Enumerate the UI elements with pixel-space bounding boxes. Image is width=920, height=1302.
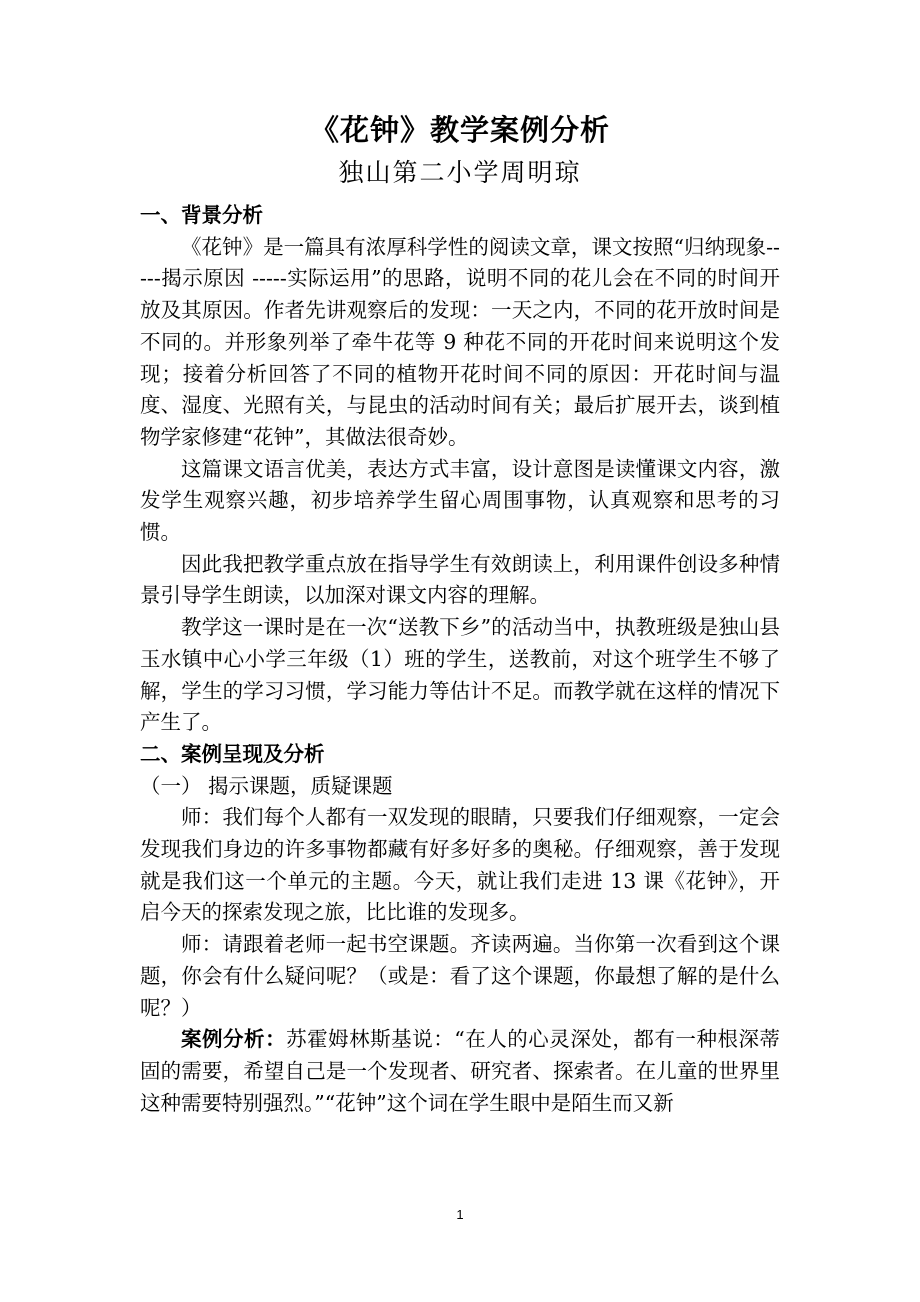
paragraph: 师：我们每个人都有一双发现的眼睛，只要我们仔细观察，一定会发现我们身边的许多事物都藏有好多好多的奥秘。仔细观察，善于发现就是我们这一个单元的主题。今天，就让我们走进 13 课《花钟》，开启今天的探索发现之旅，比比谁的发现多。 [140, 805, 780, 925]
page-number: 1 [456, 1207, 464, 1222]
document-title: 《花钟》教学案例分析 [309, 113, 610, 147]
paragraph: 因此我把教学重点放在指导学生有效朗读上，利用课件创设多种情景引导学生朗读，以加深对课文内容的理解。 [140, 551, 780, 608]
section-heading-background: 一、背景分析 [140, 203, 263, 227]
analysis-text: 苏霍姆林斯基说：“在人的心灵深处，都有一种根深蒂固的需要，希望自己是一个发现者、研究者、探索者。在儿童的世界里这种需要特别强烈。”“花钟”这个词在学生眼中是陌生而又新 [140, 1027, 780, 1115]
paragraph: 教学这一课时是在一次“送教下乡”的活动当中，执教班级是独山县玉水镇中心小学三年级（1）班的学生，送教前，对这个班学生不够了解，学生的学习习惯，学习能力等估计不足。而教学就在这样的情况下产生了。 [140, 615, 780, 735]
analysis-label: 案例分析： [181, 1027, 287, 1052]
paragraph: 师：请跟着老师一起书空课题。齐读两遍。当你第一次看到这个课题，你会有什么疑问呢？（或是：看了这个课题，你最想了解的是什么呢？） [140, 932, 780, 1020]
subsection-heading: （一） 揭示课题，质疑课题 [140, 773, 393, 798]
document-body [140, 200, 780, 1119]
analysis-paragraph [140, 1024, 780, 1119]
paragraph: 《花钟》是一篇具有浓厚科学性的阅读文章，课文按照“归纳现象-----揭示原因 -----实际运用”的思路，说明不同的花儿会在不同的时间开放及其原因。作者先讲观察后的发现：一天之内，不同的花开放时间是不同的。并形象列举了牵牛花等 9 种花不同的开花时间来说明这个发现；接着分析回答了不同的植物开花时间不同的原因：开花时间与温度、湿度、光照有关，与昆虫的活动时间有关；最后扩展开去，谈到植物学家修建“花钟”，其做法很奇妙。 [140, 234, 780, 449]
section-heading-case: 二、案例呈现及分析 [140, 741, 325, 766]
paragraph: 这篇课文语言优美，表达方式丰富，设计意图是读懂课文内容，激发学生观察兴趣，初步培养学生留心周围事物，认真观察和思考的习惯。 [140, 456, 780, 545]
author-line: 独山第二小学周明琼 [338, 158, 582, 187]
